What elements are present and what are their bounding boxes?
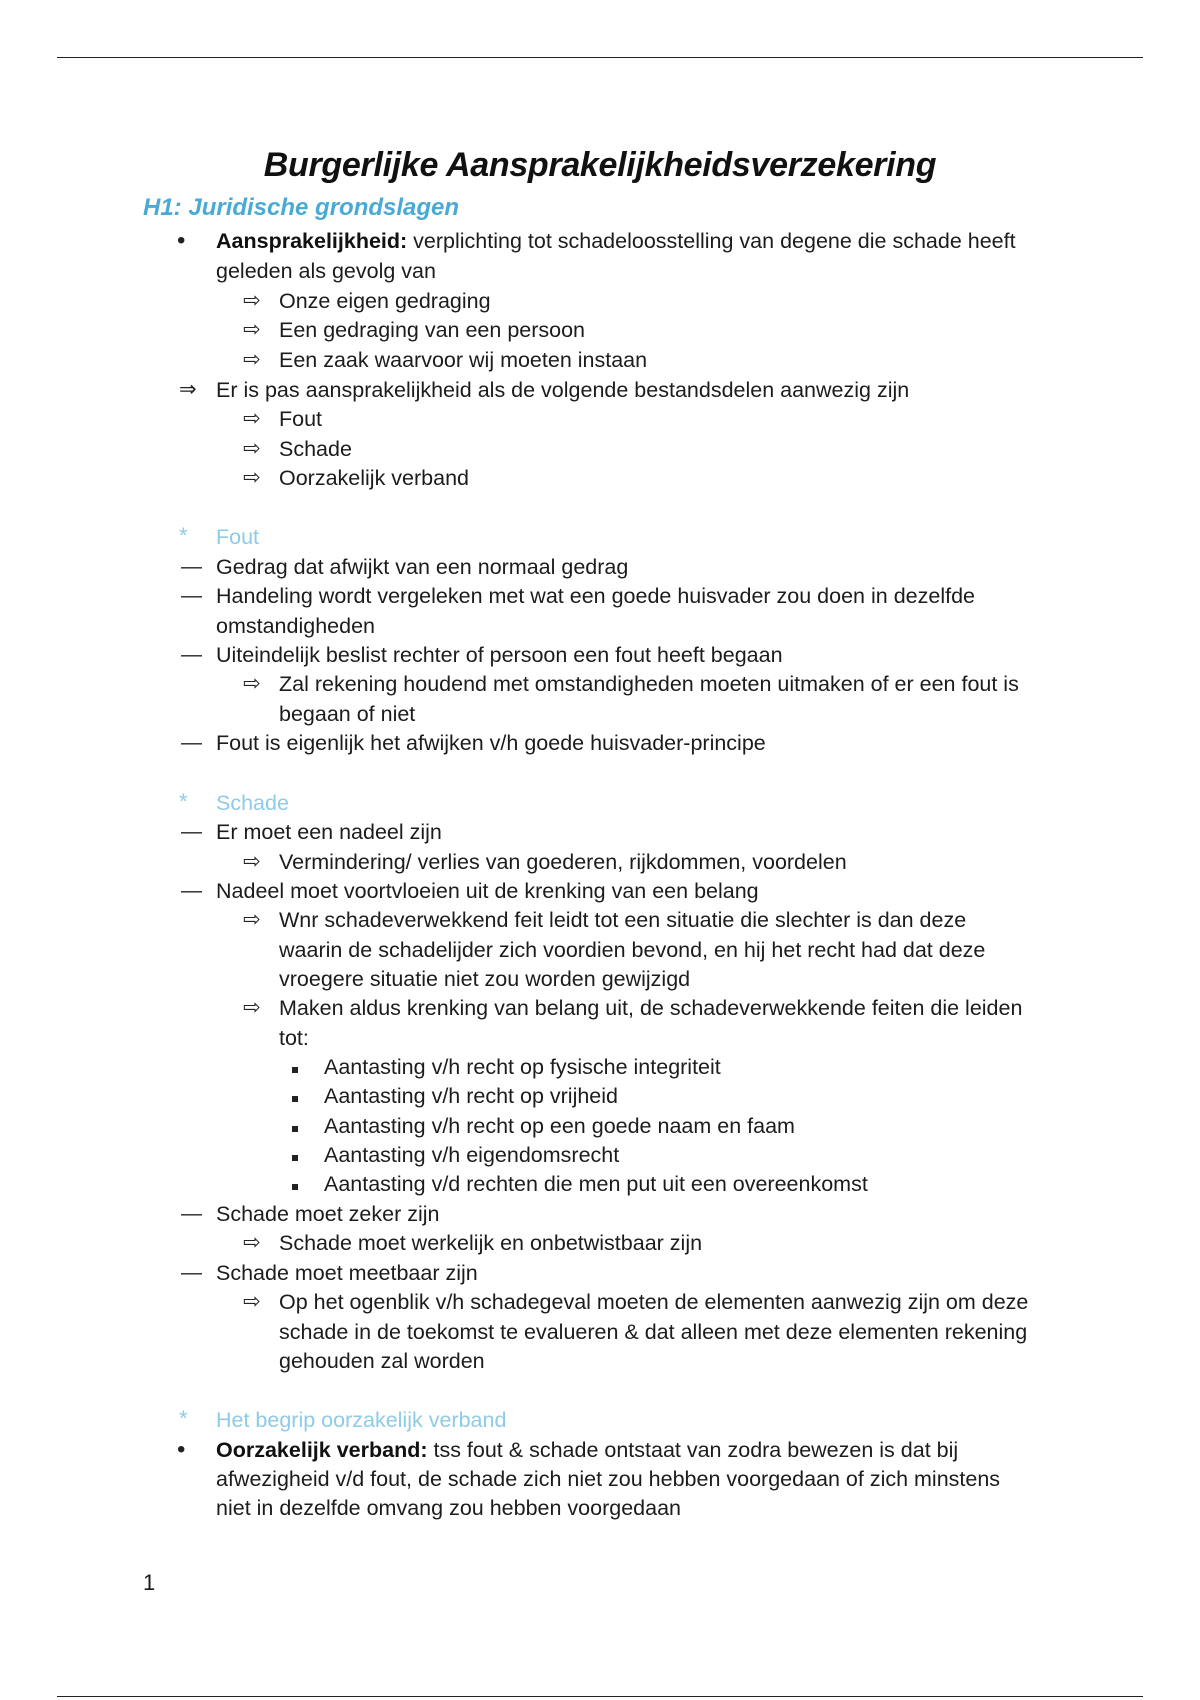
schade-sub-continuation: vroegere situatie niet zou worden gewijzigd	[279, 967, 691, 991]
definition-continuation: geleden als gevolg van	[216, 259, 436, 283]
aantasting-item: Aantasting v/h eigendomsrecht	[324, 1143, 620, 1167]
definition-text: tss fout & schade ontstaat van zodra bewezen is dat bij	[427, 1438, 959, 1462]
definition-verband	[216, 1436, 958, 1464]
square-bullet-icon	[292, 1096, 298, 1102]
hollow-arrow-icon: ⇨	[243, 437, 261, 460]
hollow-arrow-icon: ⇨	[243, 318, 261, 341]
asterisk-icon: *	[179, 789, 188, 814]
schade-sub-line: Schade moet werkelijk en onbetwistbaar zijn	[279, 1231, 703, 1255]
aantasting-item: Aantasting v/h recht op een goede naam en faam	[324, 1114, 795, 1138]
schade-sub-continuation: waarin de schadelijder zich voordien bevond, en hij het recht had dat deze	[279, 938, 986, 962]
fout-line: Gedrag dat afwijkt van een normaal gedrag	[216, 555, 629, 579]
definition-text: verplichting tot schadeloosstelling van degene die schade heeft	[407, 229, 1016, 253]
hollow-arrow-icon: ⇨	[243, 289, 261, 312]
fout-line: Handeling wordt vergeleken met wat een goede huisvader zou doen in dezelfde	[216, 584, 975, 608]
dash-icon: —	[181, 1261, 202, 1284]
footer-rule	[57, 1696, 1143, 1697]
square-bullet-icon	[292, 1067, 298, 1073]
hollow-arrow-icon: ⇨	[243, 1231, 261, 1254]
sub-item: Onze eigen gedraging	[279, 289, 491, 313]
definition-continuation: afwezigheid v/d fout, de schade zich niet zou hebben voorgedaan of zich minstens	[216, 1467, 1001, 1491]
definition-aansprakelijkheid	[216, 227, 1016, 255]
hollow-arrow-icon: ⇨	[243, 466, 261, 489]
section-heading-fout: Fout	[216, 525, 260, 549]
fout-line: Fout is eigenlijk het afwijken v/h goede huisvader-principe	[216, 731, 766, 755]
fout-line-continuation: omstandigheden	[216, 614, 375, 638]
schade-sub-continuation: schade in de toekomst te evalueren & dat alleen met deze elementen rekening	[279, 1320, 1028, 1344]
term-label: Aansprakelijkheid:	[216, 229, 408, 253]
dash-icon: —	[181, 1202, 202, 1225]
section-heading-schade: Schade	[216, 791, 289, 815]
definition-continuation: niet in dezelfde omvang zou hebben voorgedaan	[216, 1496, 681, 1520]
document-title: Burgerlijke Aansprakelijkheidsverzekering	[263, 146, 937, 184]
aantasting-item: Aantasting v/h recht op vrijheid	[324, 1084, 618, 1108]
hollow-arrow-icon: ⇨	[243, 850, 261, 873]
section-heading-verband: Het begrip oorzakelijk verband	[216, 1408, 507, 1432]
aantasting-item: Aantasting v/d rechten die men put uit een overeenkomst	[324, 1172, 868, 1196]
schade-line: Schade moet zeker zijn	[216, 1202, 440, 1226]
dash-icon: —	[181, 879, 202, 902]
hollow-arrow-icon: ⇨	[243, 348, 261, 371]
square-bullet-icon	[292, 1155, 298, 1161]
hollow-arrow-icon: ⇨	[243, 908, 261, 931]
aantasting-item: Aantasting v/h recht op fysische integriteit	[324, 1055, 721, 1079]
fout-sub-continuation: begaan of niet	[279, 702, 416, 726]
schade-sub-line: Op het ogenblik v/h schadegeval moeten de elementen aanwezig zijn om deze	[279, 1290, 1029, 1314]
square-bullet-icon	[292, 1126, 298, 1132]
sub-item: Een zaak waarvoor wij moeten instaan	[279, 348, 648, 372]
asterisk-icon: *	[179, 1406, 188, 1431]
implies-arrow-icon: ⇒	[179, 378, 197, 401]
bullet-icon: •	[177, 227, 186, 254]
asterisk-icon: *	[179, 523, 188, 548]
element-item: Schade	[279, 437, 352, 461]
schade-line: Schade moet meetbaar zijn	[216, 1261, 478, 1285]
page-number: 1	[143, 1570, 156, 1595]
element-item: Fout	[279, 407, 323, 431]
schade-sub-continuation: tot:	[279, 1026, 309, 1050]
schade-line: Er moet een nadeel zijn	[216, 820, 442, 844]
term-label: Oorzakelijk verband:	[216, 1438, 428, 1462]
dash-icon: —	[181, 555, 202, 578]
square-bullet-icon	[292, 1184, 298, 1190]
hollow-arrow-icon: ⇨	[243, 996, 261, 1019]
dash-icon: —	[181, 643, 202, 666]
schade-sub-line: Maken aldus krenking van belang uit, de schadeverwekkende feiten die leiden	[279, 996, 1023, 1020]
bullet-icon: •	[177, 1436, 186, 1463]
schade-sub-line: Vermindering/ verlies van goederen, rijkdommen, voordelen	[279, 850, 847, 874]
schade-sub-continuation: gehouden zal worden	[279, 1349, 485, 1373]
hollow-arrow-icon: ⇨	[243, 407, 261, 430]
hollow-arrow-icon: ⇨	[243, 672, 261, 695]
fout-line: Uiteindelijk beslist rechter of persoon een fout heeft begaan	[216, 643, 783, 667]
hollow-arrow-icon: ⇨	[243, 1290, 261, 1313]
schade-sub-line: Wnr schadeverwekkend feit leidt tot een situatie die slechter is dan deze	[279, 908, 967, 932]
fout-sub-line: Zal rekening houdend met omstandigheden moeten uitmaken of er een fout is	[279, 672, 1019, 696]
conclusion-line: Er is pas aansprakelijkheid als de volgende bestandsdelen aanwezig zijn	[216, 378, 910, 402]
dash-icon: —	[181, 731, 202, 754]
chapter-heading: H1: Juridische grondslagen	[143, 194, 460, 221]
dash-icon: —	[181, 820, 202, 843]
element-item: Oorzakelijk verband	[279, 466, 470, 490]
dash-icon: —	[181, 584, 202, 607]
schade-line: Nadeel moet voortvloeien uit de krenking van een belang	[216, 879, 759, 903]
sub-item: Een gedraging van een persoon	[279, 318, 586, 342]
